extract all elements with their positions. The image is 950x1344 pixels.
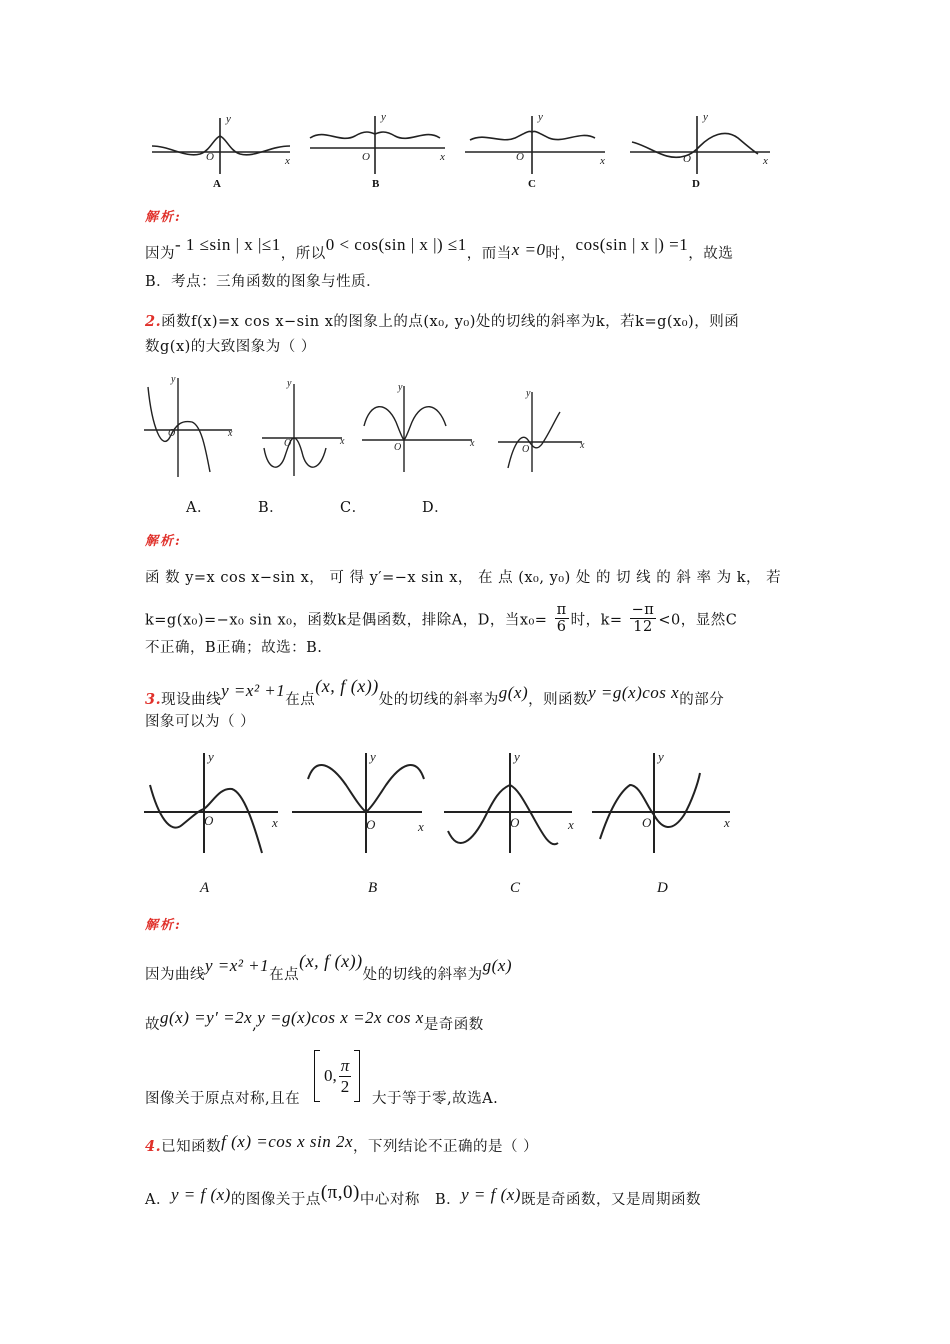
svg-text:y: y xyxy=(381,111,386,123)
svg-text:y: y xyxy=(538,111,543,123)
svg-text:O: O xyxy=(522,444,530,455)
q2-frac2-den: 12 xyxy=(633,619,653,635)
q3-graphs xyxy=(140,745,740,865)
q3-graph-label: C xyxy=(510,880,521,896)
svg-text:x: x xyxy=(470,438,475,449)
q2-question-line1: 2.函数f(x)=x cos x−sin x的图象上的点(x₀, y₀)处的切线的斜率为k，若k=g(x₀)，则函 xyxy=(145,313,740,330)
q2-option-c: C． xyxy=(340,500,367,516)
svg-text:O: O xyxy=(683,153,691,165)
svg-text:y: y xyxy=(398,382,403,393)
svg-text:x: x xyxy=(272,815,278,830)
q3-solution-line2: 故g(x) =y′ =2x,y =g(x)cos x =2x cos x是奇函数 xyxy=(145,1008,484,1033)
svg-text:y: y xyxy=(703,111,708,123)
svg-text:O: O xyxy=(642,815,652,830)
q2-option-b: B． xyxy=(258,500,285,516)
q3-graph-label: B xyxy=(368,880,378,896)
q1-graph-label: D xyxy=(692,178,700,190)
q3-question-line2: 图象可以为（ ） xyxy=(145,714,256,730)
q3-solution-line3: 图像关于原点对称,且在 xyxy=(145,1091,301,1107)
svg-text:y: y xyxy=(370,749,376,764)
svg-text:y: y xyxy=(226,113,231,125)
svg-text:x: x xyxy=(580,440,585,451)
svg-text:O: O xyxy=(394,442,402,453)
q1-graph-label: A xyxy=(213,178,221,190)
svg-text:x: x xyxy=(285,155,290,167)
svg-text:x: x xyxy=(340,436,345,447)
q2-option-a: A． xyxy=(186,500,212,516)
svg-text:y: y xyxy=(208,749,214,764)
svg-text:y: y xyxy=(658,749,664,764)
svg-text:x: x xyxy=(724,815,730,830)
q1-graph-label: C xyxy=(528,178,536,190)
svg-text:y: y xyxy=(171,374,176,385)
q1-jiexi-heading: 解析: xyxy=(145,210,182,225)
q2-solution-line1: 函 数 y=x cos x−sin x， 可 得 y′=−x sin x， 在 点 (x₀, y₀) 处 的 切 线 的 斜 率 为 k， 若 xyxy=(145,570,782,586)
q2-frac1-num: π xyxy=(556,602,567,618)
q2-solution-line2: k=g(x₀)=−x₀ sin x₀，函数k是偶函数，排除A，D，当x₀= $\frac{\pi}{6}$ 时，k= $\frac{-\pi}{12}$ <0，显然C xyxy=(145,602,738,635)
q1-graph-label: B xyxy=(372,178,380,190)
q2-question-line2: 数g(x)的大致图象为（ ） xyxy=(145,339,316,355)
q1-solution-line2: B．考点：三角函数的图象与性质． xyxy=(145,274,382,290)
q1-graph-b xyxy=(310,116,445,174)
svg-text:y: y xyxy=(526,388,531,399)
svg-text:O: O xyxy=(510,815,520,830)
q3-jiexi-heading: 解析: xyxy=(145,918,182,933)
svg-text:x: x xyxy=(600,155,605,167)
svg-text:x: x xyxy=(568,817,574,832)
svg-text:O: O xyxy=(168,428,176,439)
q3-solution-line3-end: 大于等于零,故选A. xyxy=(372,1091,499,1107)
q3-graph-label: A xyxy=(200,880,210,896)
q4-question-line1: 4.已知函数f (x) =cos x sin 2x，下列结论不正确的是（ ） xyxy=(145,1132,539,1155)
q1-graph-d xyxy=(630,116,770,174)
q3-graph-label: D xyxy=(657,880,668,896)
q1-graph-c xyxy=(465,116,605,174)
q2-frac2-num: −π xyxy=(631,602,655,618)
q2-option-d: D． xyxy=(422,500,450,516)
svg-text:y: y xyxy=(287,378,292,389)
svg-text:O: O xyxy=(362,151,370,163)
svg-text:O: O xyxy=(366,817,376,832)
q1-graph-a xyxy=(152,118,290,174)
svg-text:x: x xyxy=(418,819,424,834)
q4-options-line: A．y = f (x)的图像关于点(π,0)中心对称 B．y = f (x)既是奇函数，又是周期函数 xyxy=(145,1182,701,1208)
svg-text:O: O xyxy=(206,151,214,163)
q3-interval: 0, π 2 xyxy=(314,1050,360,1102)
svg-text:y: y xyxy=(514,749,520,764)
q2-graphs xyxy=(140,372,590,482)
svg-text:x: x xyxy=(440,151,445,163)
q3-solution-line1: 因为曲线y =x² +1在点(x, f (x))处的切线的斜率为g(x) xyxy=(145,951,512,983)
svg-text:x: x xyxy=(228,428,233,439)
q2-jiexi-heading: 解析: xyxy=(145,534,182,549)
q2-solution-line3: 不正确，B正确；故选：B. xyxy=(145,640,323,656)
svg-text:O: O xyxy=(284,438,292,449)
q2-frac1-den: 6 xyxy=(556,619,567,635)
q3-question-line1: 3.现设曲线y =x² +1在点(x, f (x))处的切线的斜率为g(x)，则函数y =g(x)cos x的部分 xyxy=(145,676,725,708)
svg-text:O: O xyxy=(516,151,524,163)
svg-text:x: x xyxy=(763,155,768,167)
svg-text:O: O xyxy=(204,813,214,828)
q1-solution-line1: 因为- 1 ≤sin | x |≤1，所以0 < cos(sin | x |) ≤1，而当x =0时，cos(sin | x |) =1，故选 xyxy=(145,235,734,262)
